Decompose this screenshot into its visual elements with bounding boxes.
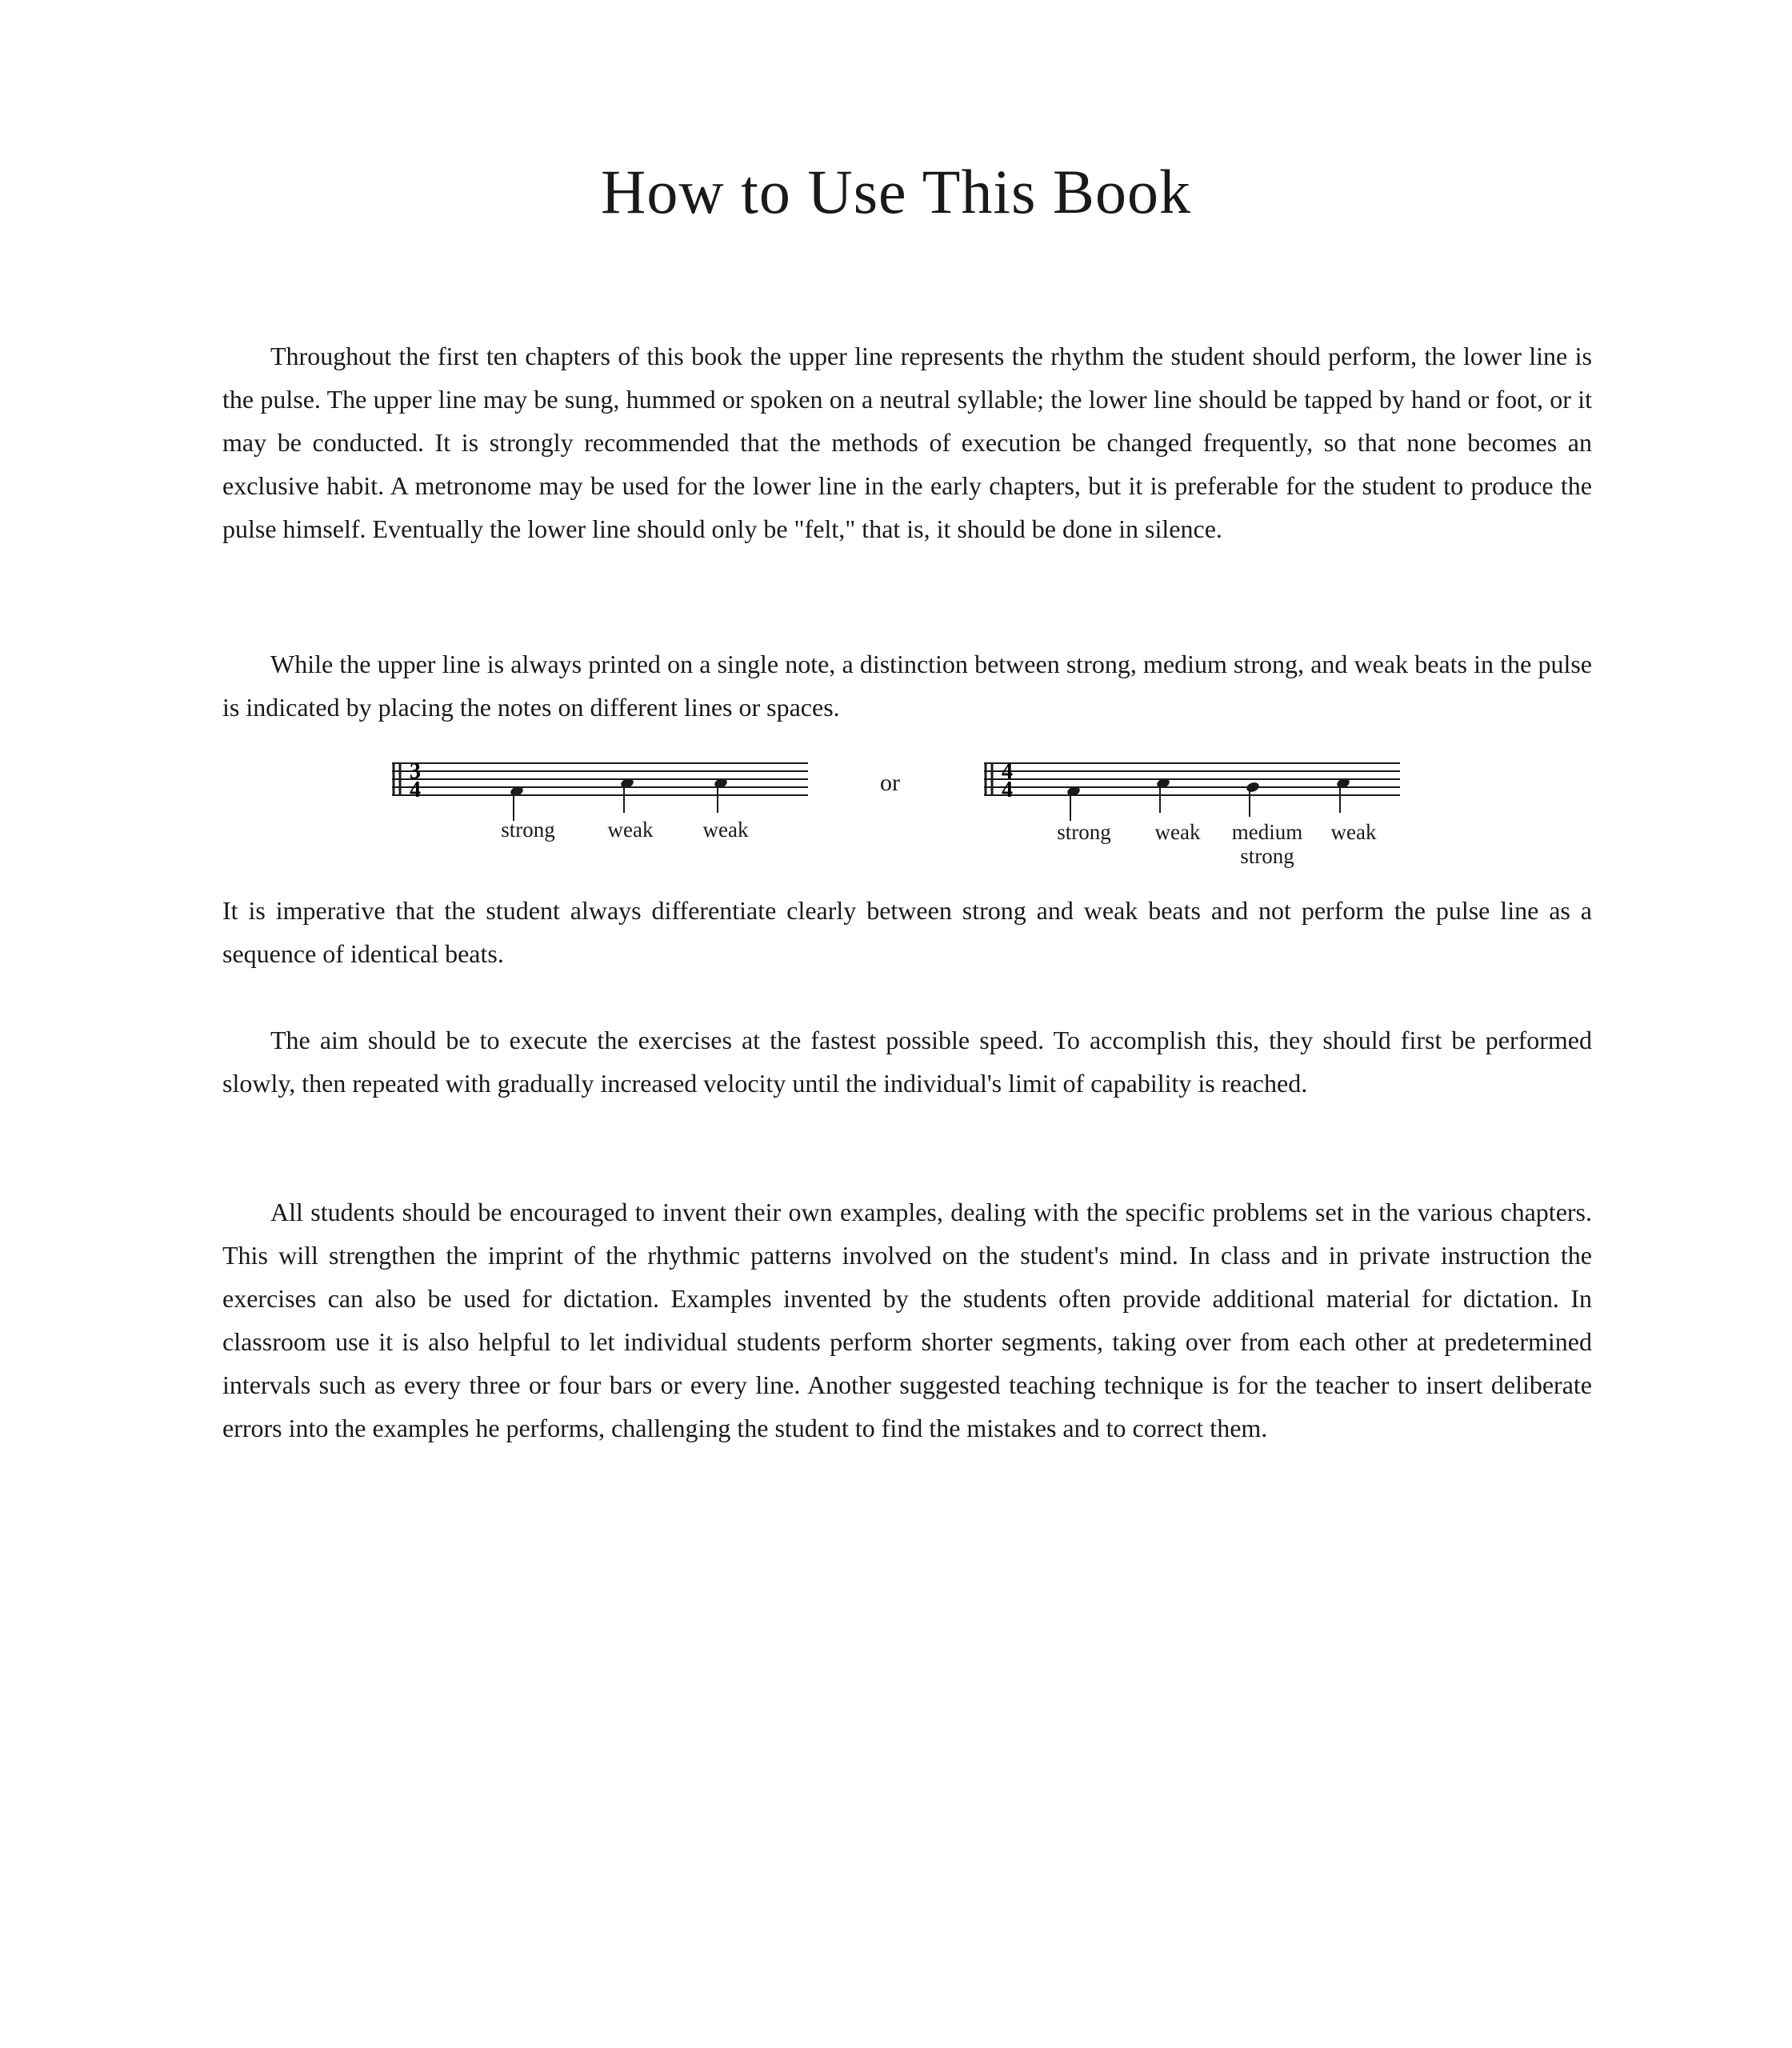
staff-3-4-graphic bbox=[392, 752, 824, 824]
time-signature-bottom: 4 bbox=[1002, 778, 1013, 802]
beat-label-weak: weak bbox=[1154, 820, 1201, 844]
or-separator: or bbox=[880, 770, 900, 796]
staff-example-4-4 bbox=[984, 752, 1408, 880]
time-signature-top: 3 bbox=[410, 759, 421, 784]
beat-label-weak: weak bbox=[607, 818, 654, 842]
note-strong bbox=[1066, 785, 1082, 821]
page-title: How to Use This Book bbox=[601, 157, 1191, 226]
beat-label-medium-strong-line2: strong bbox=[1240, 844, 1294, 868]
paragraph-pulse-lines: Throughout the first ten chapters of this book the upper line represents the rhythm the student should perform, the lower line is the pulse. The upper line may be sung, hummed or spoken on a neutral syllable; the lower line should be tapped by hand or foot, or it may be conducted. It is strongly recommended that the methods of execution be changed frequently, so that none becomes an exclusive habit. A metronome may be used for the lower line in the early chapters, but it is preferable for the student to produce the pulse himself. Eventually the lower line should only be "felt," that is, it should be done in silence. bbox=[222, 342, 1592, 543]
staff-4-4-graphic bbox=[984, 752, 1408, 824]
beat-label-strong: strong bbox=[501, 818, 555, 842]
beat-label-weak: weak bbox=[1330, 820, 1377, 844]
note-strong bbox=[510, 785, 525, 821]
beat-label-weak: weak bbox=[702, 818, 749, 842]
paragraph-speed: The aim should be to execute the exercises at the fastest possible speed. To accomplish this, they should first be performed slowly, then repeated with gradually increased velocity until the individual's limit of capability is reached. bbox=[222, 1026, 1592, 1098]
paragraph-differentiate-beats: It is imperative that the student always differentiate clearly between strong and weak beats and not perform the pulse line as a sequence of identical beats. bbox=[222, 896, 1592, 968]
beat-label-strong: strong bbox=[1057, 820, 1111, 844]
time-signature-top: 4 bbox=[1002, 759, 1013, 784]
time-signature-bottom: 4 bbox=[410, 778, 421, 802]
note-medium-strong bbox=[1246, 781, 1261, 817]
paragraph-invent-examples: All students should be encouraged to invent their own examples, dealing with the specific problems set in the various chapters. This will strengthen the imprint of the rhythmic patterns involved on the student's mind. In class and in private instruction the exercises can also be used for dictation. Examples invented by the students often provide additional material for dictation. In classroom use it is also helpful to let individual students perform shorter segments, taking over from each other at predetermined intervals such as every three or four bars or every line. Another suggested teaching technique is for the teacher to insert deliberate errors into the examples he performs, challenging the student to find the mistakes and to correct them. bbox=[222, 1198, 1592, 1442]
staff-example-3-4 bbox=[392, 752, 824, 880]
beat-label-medium: medium bbox=[1231, 820, 1303, 844]
paragraph-beat-distinction: While the upper line is always printed on a single note, a distinction between strong, medium strong, and weak beats in the pulse is indicated by placing the notes on different lines or spaces. bbox=[222, 650, 1592, 722]
